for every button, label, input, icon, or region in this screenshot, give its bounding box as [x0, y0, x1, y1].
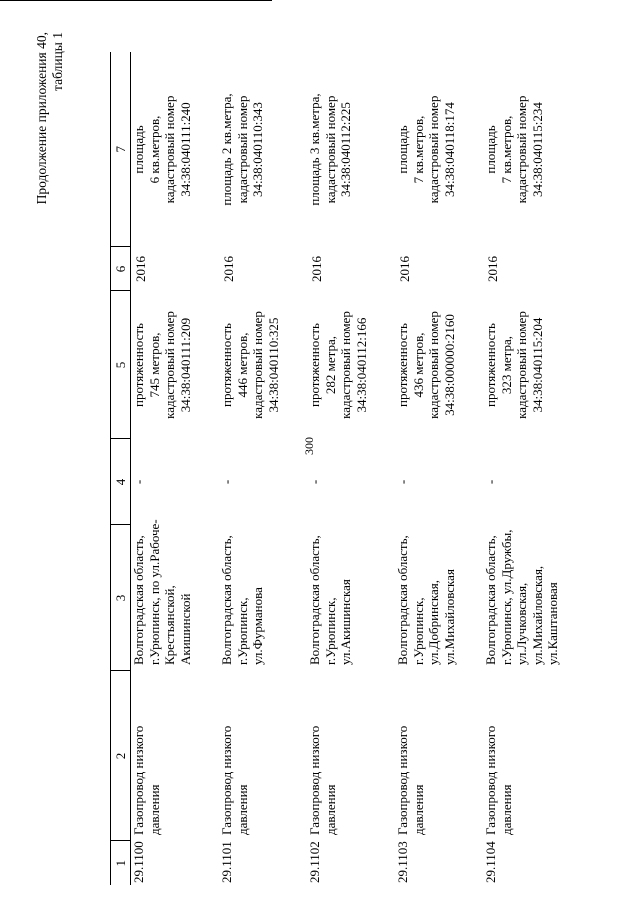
row-number: 29.1103	[395, 841, 410, 883]
object-name-line: Газопровод низкого	[483, 725, 498, 835]
object-length	[307, 291, 395, 439]
column-header: 7	[111, 52, 131, 247]
object-length-line: протяженность	[483, 323, 498, 407]
object-length-line: кадастровый номер	[426, 311, 441, 419]
object-name-line: давления	[234, 784, 250, 835]
object-name	[307, 671, 395, 841]
object-name	[395, 671, 483, 841]
object-area-line: площадь	[483, 125, 498, 174]
object-length-line: протяженность	[131, 323, 146, 407]
object-address-line: Волгоградская область,	[219, 535, 234, 665]
object-address-line: Акишинской	[177, 593, 193, 665]
object-name-line: давления	[146, 784, 162, 835]
object-area	[219, 52, 307, 247]
object-area-line: кадастровый номер	[514, 95, 529, 204]
object-area	[131, 52, 220, 247]
object-length-line: 446 метров,	[234, 332, 250, 398]
object-address	[219, 525, 307, 671]
object-area-line: кадастровый номер	[234, 95, 250, 204]
object-area-line: 34:38:040118:174	[441, 102, 457, 197]
column-header: 1	[111, 841, 131, 885]
table-row	[307, 52, 395, 885]
row-number: 29.1104	[483, 841, 498, 883]
row-number: 29.1102	[307, 841, 322, 883]
object-address-line: г.Урюпинск,	[234, 597, 250, 665]
object-length-line: 34:38:040112:166	[353, 317, 369, 413]
object-address-line: Волгоградская область,	[131, 535, 146, 665]
object-length-line: кадастровый номер	[514, 311, 529, 419]
object-address	[131, 519, 220, 671]
object-name-line: давления	[498, 784, 514, 835]
object-area-line: площадь 3 кв.метра,	[307, 93, 322, 206]
object-area-line: 7 кв.метров,	[410, 115, 426, 184]
object-area-line: площадь	[131, 125, 146, 174]
object-address-line: Крестьянской,	[162, 585, 177, 665]
object-length-line: 34:38:040115:204	[529, 317, 545, 413]
object-address-line: ул.Фурманова	[250, 587, 265, 665]
object-name-line: давления	[410, 784, 426, 835]
object-address-line: г.Урюпинск, по ул.Рабоче-	[146, 519, 162, 665]
object-address-line: ул.Михайловская	[441, 569, 457, 665]
object-length-line: протяженность	[395, 323, 410, 407]
object-length-line: 436 метров,	[410, 332, 426, 398]
object-address-line: г.Урюпинск,	[322, 597, 338, 665]
object-address-line: Волгоградская область,	[483, 535, 498, 665]
object-address-line: ул.Каштановая	[545, 582, 560, 665]
object-area-line: кадастровый номер	[322, 95, 338, 204]
object-address	[307, 525, 395, 671]
object-length-line: протяженность	[219, 323, 234, 407]
column-4-value: -	[131, 479, 146, 485]
table-row	[395, 52, 483, 885]
object-length-line: протяженность	[307, 323, 322, 407]
column-header: 3	[111, 525, 131, 671]
commission-year: 2016	[221, 256, 236, 282]
row-number: 29.1101	[219, 841, 234, 883]
object-name-line: давления	[322, 784, 338, 835]
object-length	[219, 291, 307, 439]
object-length-line: 745 метров,	[146, 332, 162, 398]
object-name	[131, 671, 220, 841]
object-name	[219, 671, 307, 841]
object-name	[483, 671, 571, 841]
object-length	[483, 291, 571, 439]
object-area	[395, 52, 483, 247]
table-caption: Продолжение приложения 40, таблицы 1	[34, 32, 65, 205]
object-length-line: 34:38:040111:209	[177, 317, 193, 413]
column-4-value: -	[307, 479, 322, 485]
object-area-line: площадь	[395, 125, 410, 174]
object-address-line: Волгоградская область,	[395, 535, 410, 665]
object-length	[395, 291, 483, 439]
object-address-line: ул.Добринская,	[426, 580, 441, 665]
rotated-table-wrapper	[110, 52, 560, 885]
column-header: 6	[111, 247, 131, 291]
table-row	[483, 52, 571, 885]
object-length-line: 323 метра,	[498, 335, 514, 395]
object-length-line: кадастровый номер	[338, 311, 353, 419]
page-number: 300	[302, 437, 316, 455]
object-address-line: ул.Акишинская	[338, 579, 353, 665]
object-address-line: Волгоградская область,	[307, 535, 322, 665]
commission-year: 2016	[309, 256, 324, 282]
header-row	[111, 52, 131, 885]
object-area-line: площадь 2 кв.метра,	[219, 93, 234, 206]
column-4-value: -	[395, 479, 410, 485]
object-address-line: г.Урюпинск, ул.Дружбы,	[498, 529, 514, 665]
column-4-value: -	[483, 479, 498, 485]
row-number: 29.1100	[131, 841, 146, 883]
column-4-value: -	[219, 479, 234, 485]
object-length-line: 34:38:040110:325	[265, 317, 281, 413]
object-length	[131, 291, 220, 439]
object-address	[483, 525, 571, 671]
object-area-line: 34:38:040111:240	[177, 102, 193, 197]
object-area	[307, 52, 395, 247]
objects-table	[110, 52, 571, 885]
object-name-line: Газопровод низкого	[219, 725, 234, 835]
object-area-line: кадастровый номер	[162, 95, 177, 204]
object-address-line: ул.Михайловская,	[529, 565, 545, 665]
column-header: 2	[111, 671, 131, 841]
commission-year: 2016	[397, 256, 412, 282]
object-area-line: 7 кв.метров,	[498, 115, 514, 184]
object-area	[483, 52, 571, 247]
top-rule	[0, 0, 272, 1]
object-address-line: г.Урюпинск,	[410, 597, 426, 665]
object-length-line: 282 метра,	[322, 335, 338, 395]
object-area-line: 34:38:040112:225	[338, 102, 353, 197]
object-name-line: Газопровод низкого	[395, 725, 410, 835]
object-name-line: Газопровод низкого	[131, 725, 146, 835]
table-row	[219, 52, 307, 885]
object-length-line: 34:38:000000:2160	[441, 314, 457, 416]
column-header: 5	[111, 291, 131, 439]
table-body	[131, 52, 572, 885]
object-address	[395, 525, 483, 671]
commission-year: 2016	[485, 256, 500, 282]
commission-year: 2016	[133, 256, 148, 282]
object-address-line: ул.Лучковская,	[514, 582, 529, 665]
object-length-line: кадастровый номер	[162, 311, 177, 419]
object-area-line: 6 кв.метров,	[146, 115, 162, 184]
table-row	[131, 52, 220, 885]
column-header: 4	[111, 439, 131, 525]
object-length-line: кадастровый номер	[250, 311, 265, 419]
object-area-line: 34:38:040115:234	[529, 102, 545, 197]
object-area-line: 34:38:040110:343	[250, 102, 265, 197]
object-area-line: кадастровый номер	[426, 95, 441, 204]
object-name-line: Газопровод низкого	[307, 725, 322, 835]
